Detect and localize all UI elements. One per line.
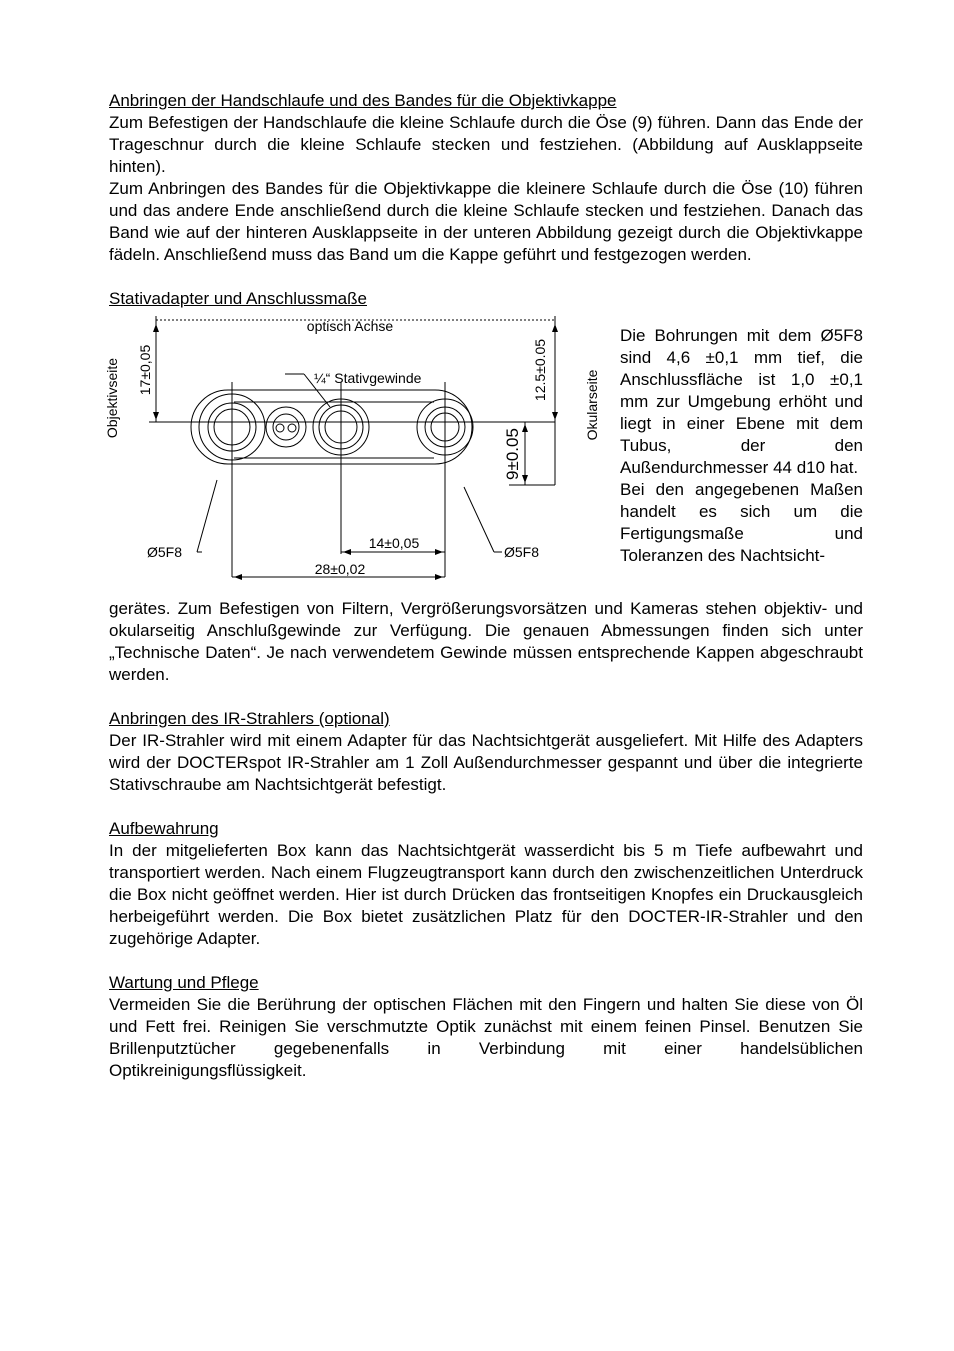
- label-d5f8-left: Ø5F8: [147, 544, 183, 560]
- paragraph-masse: Bei den angegebenen Maßen handelt es sich um die Fertigungsmaße und Toleranzen des Nachtsicht-: [620, 480, 863, 565]
- paragraph-wartung: Vermeiden Sie die Berührung der optischen Flächen mit den Fingern und halten Sie diese von Öl und Fett frei. Reinigen Sie verschmutzte Optik zunächst mit einem feinen Pinsel. Benutzen Sie Brillenputztücher gegebenenfalls in Verbindung mit einer handelsüblichen Optikreinigungsflüssigkeit.: [109, 995, 863, 1080]
- paragraph-ir-strahler: Der IR-Strahler wird mit einem Adapter für das Nachtsichtgerät ausgeliefert. Mit Hilfe des Adapters wird der DOCTERspot IR-Strahler am 1 Zoll Außendurchmesser gespannt und über die integrierte Stativschraube am Nachtsichtgerät befestigt.: [109, 731, 863, 794]
- label-dim-12-5: 12.5±0.05: [532, 338, 548, 402]
- stativadapter-drawing: [104, 312, 614, 606]
- paragraph-bohrungen: Die Bohrungen mit dem Ø5F8 sind 4,6 ±0,1 mm tief, die Anschlussfläche ist 1,0 ±0,1 mm zur Umgebung erhöht und liegt in einer Ebene mit dem Tubus, der den Außendurchmesser 44 d10 hat.: [620, 326, 863, 477]
- label-stativgewinde: ¼“ Stativgewinde: [314, 370, 422, 386]
- label-dim-14: 14±0,05: [368, 535, 420, 551]
- label-optische-achse: optisch Achse: [306, 318, 394, 334]
- label-dim-28: 28±0,02: [314, 561, 366, 577]
- stativ-figure-block: [104, 312, 863, 606]
- heading-handschlaufe: Anbringen der Handschlaufe und des Bandes für die Objektivkappe: [109, 91, 617, 110]
- label-dim-17: 17±0,05: [137, 344, 153, 396]
- label-objektivseite: Objektivseite: [104, 357, 120, 439]
- label-dim-9: 9±0.05: [503, 428, 522, 480]
- paragraph-handschlaufe-2: Zum Anbringen des Bandes für die Objektivkappe die kleinere Schlaufe durch die Öse (10) führen und das andere Ende anschließend durch die kleine Schlaufe stecken und festziehen. Danach das Band wie auf der hinteren Ausklappseite in der unteren Abbildung gezeigt durch die Objektivkappe fädeln. Anschließend muss das Band um die Kappe geführt und festgezogen werden.: [109, 179, 863, 264]
- paragraph-aufbewahrung: In der mitgelieferten Box kann das Nachtsichtgerät wasserdicht bis 5 m Tiefe aufbewahrt und transportiert werden. Nach einem Flugzeugtransport kann durch den zwischenzeitlichen Unterdruck die Box nicht geöffnet werden. Hier ist durch Drücken das frontseitigen Knopfes ein Druckausgleich herbeigeführt werden. Die Box bietet zusätzlichen Platz für den DOCTER-IR-Strahler und den zugehörige Adapter.: [109, 841, 863, 948]
- paragraph-stativ-continuation: gerätes. Zum Befestigen von Filtern, Vergrößerungsvorsätzen und Kameras stehen objektiv- und okularseitig Anschlußgewinde zur Verfügung. Die genauen Abmessungen finden sich unter „Technische Daten“. Je nach verwendetem Gewinde müssen entsprechende Kappen abgeschraubt werden.: [109, 599, 863, 684]
- heading-stativadapter: Stativadapter und Anschlussmaße: [109, 289, 367, 308]
- label-d5f8-right: Ø5F8: [504, 544, 540, 560]
- heading-aufbewahrung: Aufbewahrung: [109, 819, 219, 838]
- heading-ir-strahler: Anbringen des IR-Strahlers (optional): [109, 709, 390, 728]
- stativ-side-text: [620, 325, 863, 567]
- document-page: [104, 90, 863, 1082]
- label-okularseite: Okularseite: [584, 369, 600, 441]
- paragraph-handschlaufe-1: Zum Befestigen der Handschlaufe die kleine Schlaufe durch die Öse (9) führen. Dann das Ende der Trageschnur durch die kleine Schlaufe stecken und festziehen. (Abbildung auf Ausklappseite hinten).: [109, 113, 863, 176]
- heading-wartung: Wartung und Pflege: [109, 973, 259, 992]
